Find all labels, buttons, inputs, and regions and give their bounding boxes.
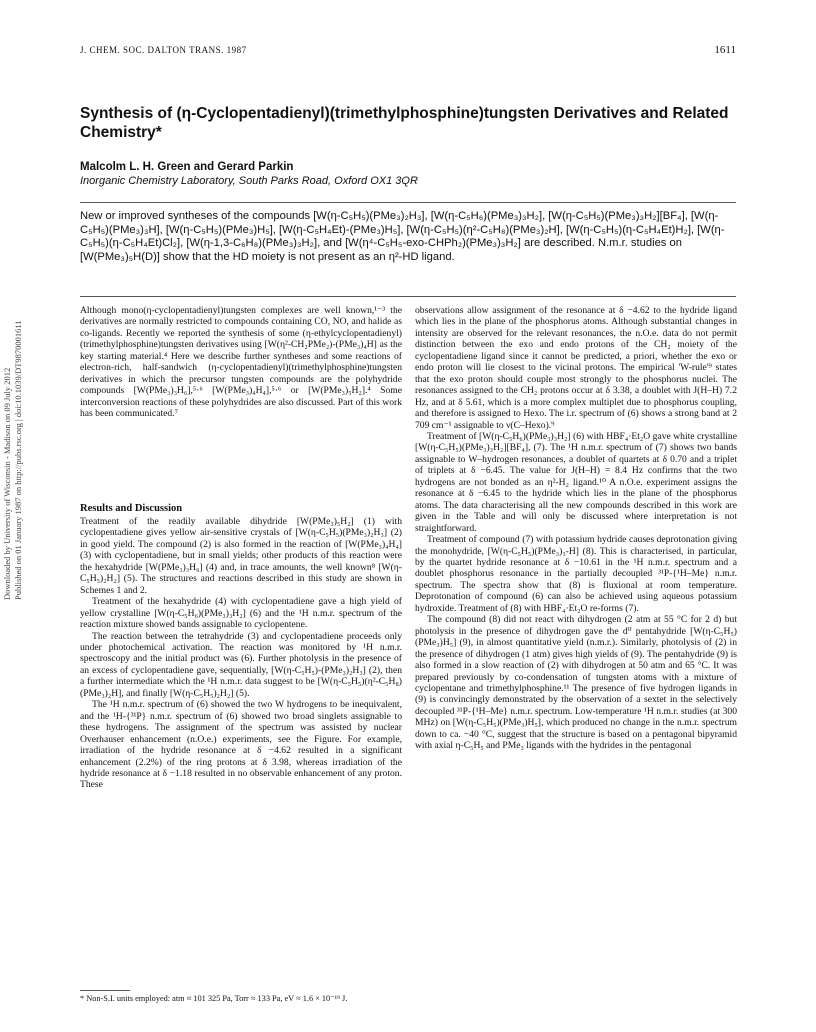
paragraph: The ¹H n.m.r. spectrum of (6) showed the two W hydrogens to be inequivalent, and the ¹H-{³¹P} n.m.r. spectrum of (6) showed two broad singlets assignable to these hydrogens. The assignment of the spectrum was assisted by nuclear Overhauser enhancement (n.O.e.) experiments, see the Figure. For example, irradiation of the hydride resonance at δ −4.62 resulted in a significant enhancement (2.2%) of the ring protons at δ 3.98, whereas irradiation of the hydride resonance at δ −1.18 resulted in no observable enhancement of any proton. These <box>80 699 402 791</box>
article-title: Synthesis of (η-Cyclopentadienyl)(trimethylphosphine)tungsten Derivatives and Related Chemistry* <box>80 105 729 141</box>
abstract: New or improved syntheses of the compounds [W(η-C₅H₅)(PMe₃)₂H₃], [W(η-C₅H₆)(PMe₃)₃H₂], [W(η-C₅H₅)(PMe₃)₃H₂][BF₄], [W(η-C₅H₅)(PMe₃)₃H], [W(η-C₅H₅)(PMe₃)H₅], [W(η-C₅H₄Et)-(PMe₃)H₅], [W(η-C₅H₅)(η²-C₅H₈)(PMe₃)₂H], [W(η-C₅H₅)(η-C₅H₄Et)H₂], [W(η-C₅H₅)(η-C₅H₄Et)Cl₂], [W(η-1,3-C₆H₈)(PMe₃)₃H₂], and [W(η⁴-C₅H₅-exo-CHPh₂)(PMe₃)₃H₂] are described. N.m.r. studies on [W(PMe₃)₅H(D)] show that the HD moiety is not present as an η²-HD ligand. <box>80 210 725 263</box>
left-column-intro <box>80 305 402 420</box>
sidebar-downloaded-line: Published on 01 January 1987 on http://pubs.rsc.org | doi:10.1039/DT9870001611 <box>13 320 23 600</box>
paragraph: observations allow assignment of the resonance at δ −4.62 to the hydride ligand which lies in the plane of the phosphorus atoms. Although substantial changes in intensity are observed for the relevant resonances, the n.O.e. data do not permit distinction between the exo and endo protons of the CH₂ moiety of the cyclopentadiene ligand since it cannot be predicted, a priori, whether the exo or endo proton will lie closest to the vicinal protons. The empirical 'W-rule'⁹ states that the exo proton should couple most strongly to the phosphorus nuclei. The resonances assigned to the CH₂ protons occur at δ 3.38, a doublet with J(H–H) 7.2 Hz, and at δ 5.61, which is a more complex multiplet due to phosphorus coupling, and therefore is assigned to Hexo. The i.r. spectrum of (6) shows a strong band at 2 709 cm⁻¹ assignable to ν(C–Hexo).⁹ <box>415 305 737 431</box>
footnote: * Non-S.I. units employed: atm ≈ 101 325 Pa, Torr ≈ 133 Pa, eV ≈ 1.6 × 10⁻¹⁹ J. <box>80 994 348 1003</box>
section-heading: Results and Discussion <box>80 503 183 514</box>
paragraph: Treatment of the hexahydride (4) with cyclopentadiene gave a high yield of yellow crystalline [W(η-C₅H₆)(PMe₃)₃H₂] (6) and the ¹H n.m.r. spectrum of the reaction mixture showed bands assignable to cyclopentene. <box>80 596 402 631</box>
abstract-top-rule <box>80 202 736 203</box>
footnote-rule <box>80 990 130 991</box>
right-column <box>415 305 737 752</box>
article-authors: Malcolm L. H. Green and Gerard Parkin <box>80 161 294 173</box>
running-header: J. CHEM. SOC. DALTON TRANS. 1987 <box>80 45 247 55</box>
left-column <box>80 516 402 791</box>
paragraph: The reaction between the tetrahydride (3) and cyclopentadiene proceeds only under photochemical activation. The reaction was monitored by ¹H n.m.r. spectroscopy and the initial product was (6). Further photolysis in the presence of an excess of cyclopentadiene gave, sequentially, [W(η-C₅H₅)-(PMe₃)₂H₃] (2), then a further intermediate which the ¹H n.m.r. data suggest to be [W(η-C₅H₅)(η²-C₅H₈)(PMe₃)₂H], and finally [W(η-C₅H₅)₂H₂] (5). <box>80 630 402 699</box>
intro-paragraph: Although mono(η-cyclopentadienyl)tungsten complexes are well known,¹⁻³ the derivatives are normally restricted to compounds containing CO, NO, and halide as co-ligands. Recently we reported the synthesis of some (η-ethylcyclopentadienyl)(trimethylphosphine)tungsten derivatives using [W(η²-CH₂PMe₂)-(PMe₃)₄H] as the key starting material.⁴ Here we describe further syntheses and some reactions of electron-rich, half-sandwich (η-cyclopentadienyl)(trimethylphosphine)tungsten derivatives in which the precursor tungsten compounds are the polyhydride compounds [W(PMe₃)₃H₆],⁵·⁶ [W(PMe₃)₄H₄],⁵·⁶ or [W(PMe₃)₅H₂].⁴ Some interconversion reactions of these polyhydrides are also discussed. Part of this work has been communicated.⁷ <box>80 305 402 420</box>
paragraph: Treatment of [W(η-C₅H₆)(PMe₃)₃H₂] (6) with HBF₄·Et₂O gave white crystalline [W(η-C₅H₅)(PMe₃)₃H₂][BF₄], (7). The ¹H n.m.r. spectrum of (7) shows two bands assignable to W–hydrogen resonances, a doublet of quartets at δ 0.70 and a triplet of triplets at δ −6.45. The value for J(H–H) = 8.4 Hz confirms that the two hydrogens are not bonded as an η²-H₂ ligand.¹⁰ A n.O.e. experiment assigns the resonance at δ −6.45 to the hydride which lies in the plane of the phosphorus atoms. The data characterising all the new compounds described in this work are given in the Table and will only be discussed where interpretation is not straightforward. <box>415 430 737 534</box>
page-number: 1611 <box>714 44 736 56</box>
sidebar-published-line: Downloaded by University of Wisconsin - Madison on 09 July 2012 <box>2 367 12 600</box>
paragraph: Treatment of the readily available dihydride [W(PMe₃)₅H₂] (1) with cyclopentadiene gives yellow air-sensitive crystals of [W(η-C₅H₅)(PMe₃)₂H₃] (2) in good yield. The compound (2) is also formed in the reaction of [W(PMe₃)₄H₄] (3) with cyclopentadiene, but in small yields; other products of this reaction were the hexahydride [W(PMe₃)₃H₆] (4) and, in trace amounts, the well known⁸ [W(η-C₅H₅)₂H₂] (5). The structures and reactions described in this study are shown in Schemes 1 and 2. <box>80 516 402 596</box>
article-affiliation: Inorganic Chemistry Laboratory, South Parks Road, Oxford OX1 3QR <box>80 175 418 187</box>
paragraph: The compound (8) did not react with dihydrogen (2 atm at 55 °C for 2 d) but photolysis in the presence of dihydrogen gave the d⁰ pentahydride [W(η-C₅H₅)(PMe₃)H₅] (9), in almost quantitative yield (n.m.r.). Similarly, photolysis of (2) in the presence of dihydrogen (1 atm) gives high yields of (9). The pentahydride (9) is also formed in a slow reaction of (2) with dihydrogen at 50 atm and 65 °C. It was prepared previously by co-condensation of tungsten atoms with a mixture of cyclopentane and trimethylphosphine.¹¹ The presence of five hydrogen ligands in (9) is convincingly demonstrated by the observation of a sextet in the selectively decoupled ³¹P-{¹H–Me} n.m.r. spectrum. Low-temperature ¹H n.m.r. studies (at 300 MHz) on [W(η-C₅H₅)(PMe₃)H₅], which produced no change in the n.m.r. spectrum down to ca. −40 °C, suggest that the structure is based on a pentagonal bipyramid with axial η-C₅H₅ and PMe₃ ligands with the hydrides in the pentagonal <box>415 614 737 752</box>
paragraph: Treatment of compound (7) with potassium hydride causes deprotonation giving the monohydride, [W(η-C₅H₅)(PMe₃)₃-H] (8). This is characterised, in particular, by the quartet hydride resonance at δ −10.61 in the ¹H n.m.r. spectrum and a doublet phosphorus resonance in the partially decoupled ³¹P-{¹H–Me} n.m.r. spectrum. The spectra show that (8) is fluxional at room temperature. Deprotonation of compound (6) can also be achieved using aqueous potassium hydroxide. Treatment of (8) with HBF₄·Et₂O re-forms (7). <box>415 534 737 614</box>
abstract-bottom-rule <box>80 296 736 297</box>
